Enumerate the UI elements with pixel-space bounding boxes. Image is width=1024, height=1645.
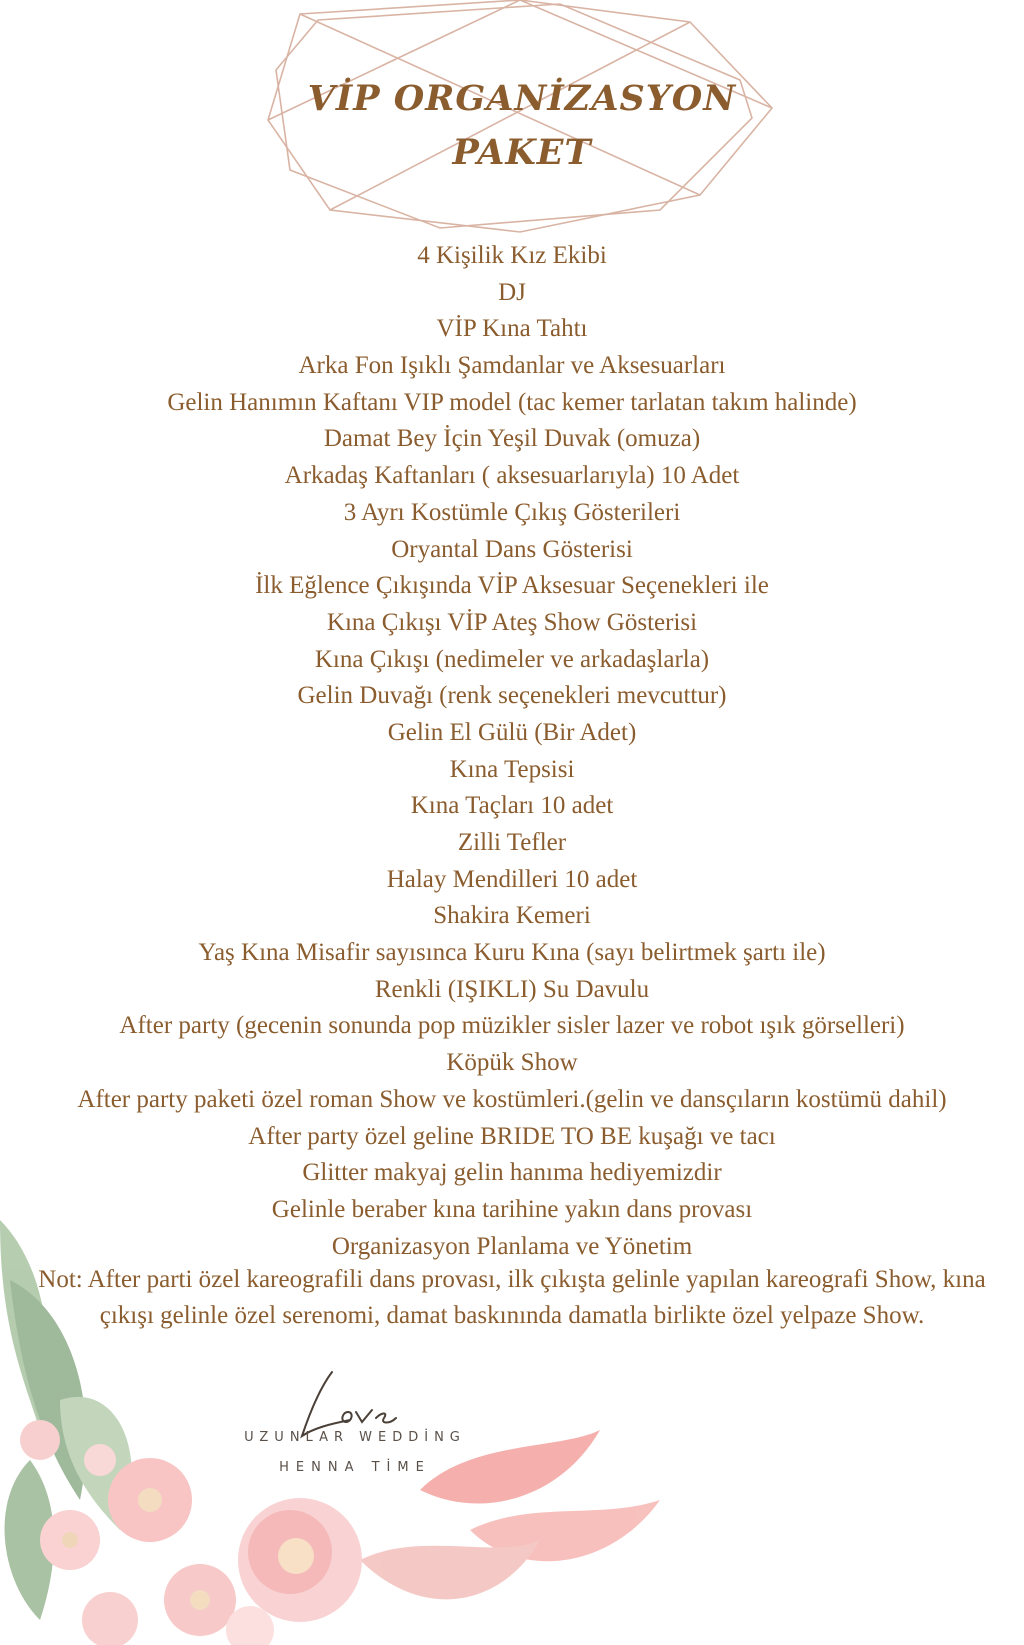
list-item: Köpük Show (446, 1049, 578, 1077)
title-line-2: PAKET (452, 132, 592, 173)
brand-name: UZUNLAR WEDDİNG (244, 1430, 466, 1445)
list-item: Damat Bey İçin Yeşil Duvak (omuza) (323, 425, 701, 453)
list-item: Shakira Kemeri (433, 902, 591, 930)
brand-subtitle: HENNA TİME (279, 1460, 431, 1475)
list-item: DJ (498, 278, 526, 306)
list-item: Gelin Duvağı (renk seçenekleri mevcuttur) (297, 682, 727, 710)
list-item: Glitter makyaj gelin hanıma hediyemizdir (302, 1159, 722, 1187)
package-items-list (10, 238, 1014, 1265)
list-item: Renkli (IŞIKLI) Su Davulu (374, 975, 650, 1003)
list-item: Yaş Kına Misafir sayısınca Kuru Kına (sayı belirtmek şartı ile) (198, 939, 826, 967)
list-item: After party özel geline BRIDE TO BE kuşağı ve tacı (248, 1122, 776, 1150)
list-item: Kına Çıkışı (nedimeler ve arkadaşlarla) (314, 645, 710, 673)
list-item: Organizasyon Planlama ve Yönetim (331, 1232, 693, 1260)
list-item: After party (gecenin sonunda pop müzikler sisler lazer ve robot ışık görselleri) (119, 1012, 905, 1040)
list-item: Kına Taçları 10 adet (410, 792, 614, 820)
list-item: Oryantal Dans Gösterisi (391, 535, 633, 563)
list-item: İlk Eğlence Çıkışında VİP Aksesuar Seçenekleri ile (255, 572, 769, 600)
title-line-1: VİP ORGANİZASYON (307, 78, 737, 119)
list-item: 3 Ayrı Kostümle Çıkış Gösterileri (343, 498, 681, 526)
list-item: Gelin Hanımın Kaftanı VIP model (tac kemer tarlatan takım halinde) (167, 388, 857, 416)
list-item: Kına Tepsisi (449, 755, 575, 783)
list-item: Kına Çıkışı VİP Ateş Show Gösterisi (326, 608, 698, 636)
list-item: Gelin El Gülü (Bir Adet) (387, 718, 637, 746)
list-item: Arkadaş Kaftanları ( aksesuarlarıyla) 10 Adet (284, 462, 740, 490)
list-item: Halay Mendilleri 10 adet (386, 865, 638, 893)
list-item: 4 Kişilik Kız Ekibi (417, 242, 607, 269)
list-item: After party paketi özel roman Show ve kostümleri.(gelin ve dansçıların kostümü dahil) (77, 1085, 947, 1113)
footnote: Not: After parti özel kareografili dans provası, ilk çıkışta gelinle yapılan kareografi Show, kına çıkışı gelinle özel serenomi, damat baskınında damatla birlikte özel yelpaze Show. (38, 1266, 986, 1329)
page-title (262, 72, 782, 180)
list-item: Arka Fon Işıklı Şamdanlar ve Aksesuarları (298, 352, 726, 380)
list-item: Zilli Tefler (457, 829, 567, 856)
list-item: Gelinle beraber kına tarihine yakın dans provası (271, 1195, 753, 1223)
list-item: VİP Kına Tahtı (436, 315, 588, 343)
